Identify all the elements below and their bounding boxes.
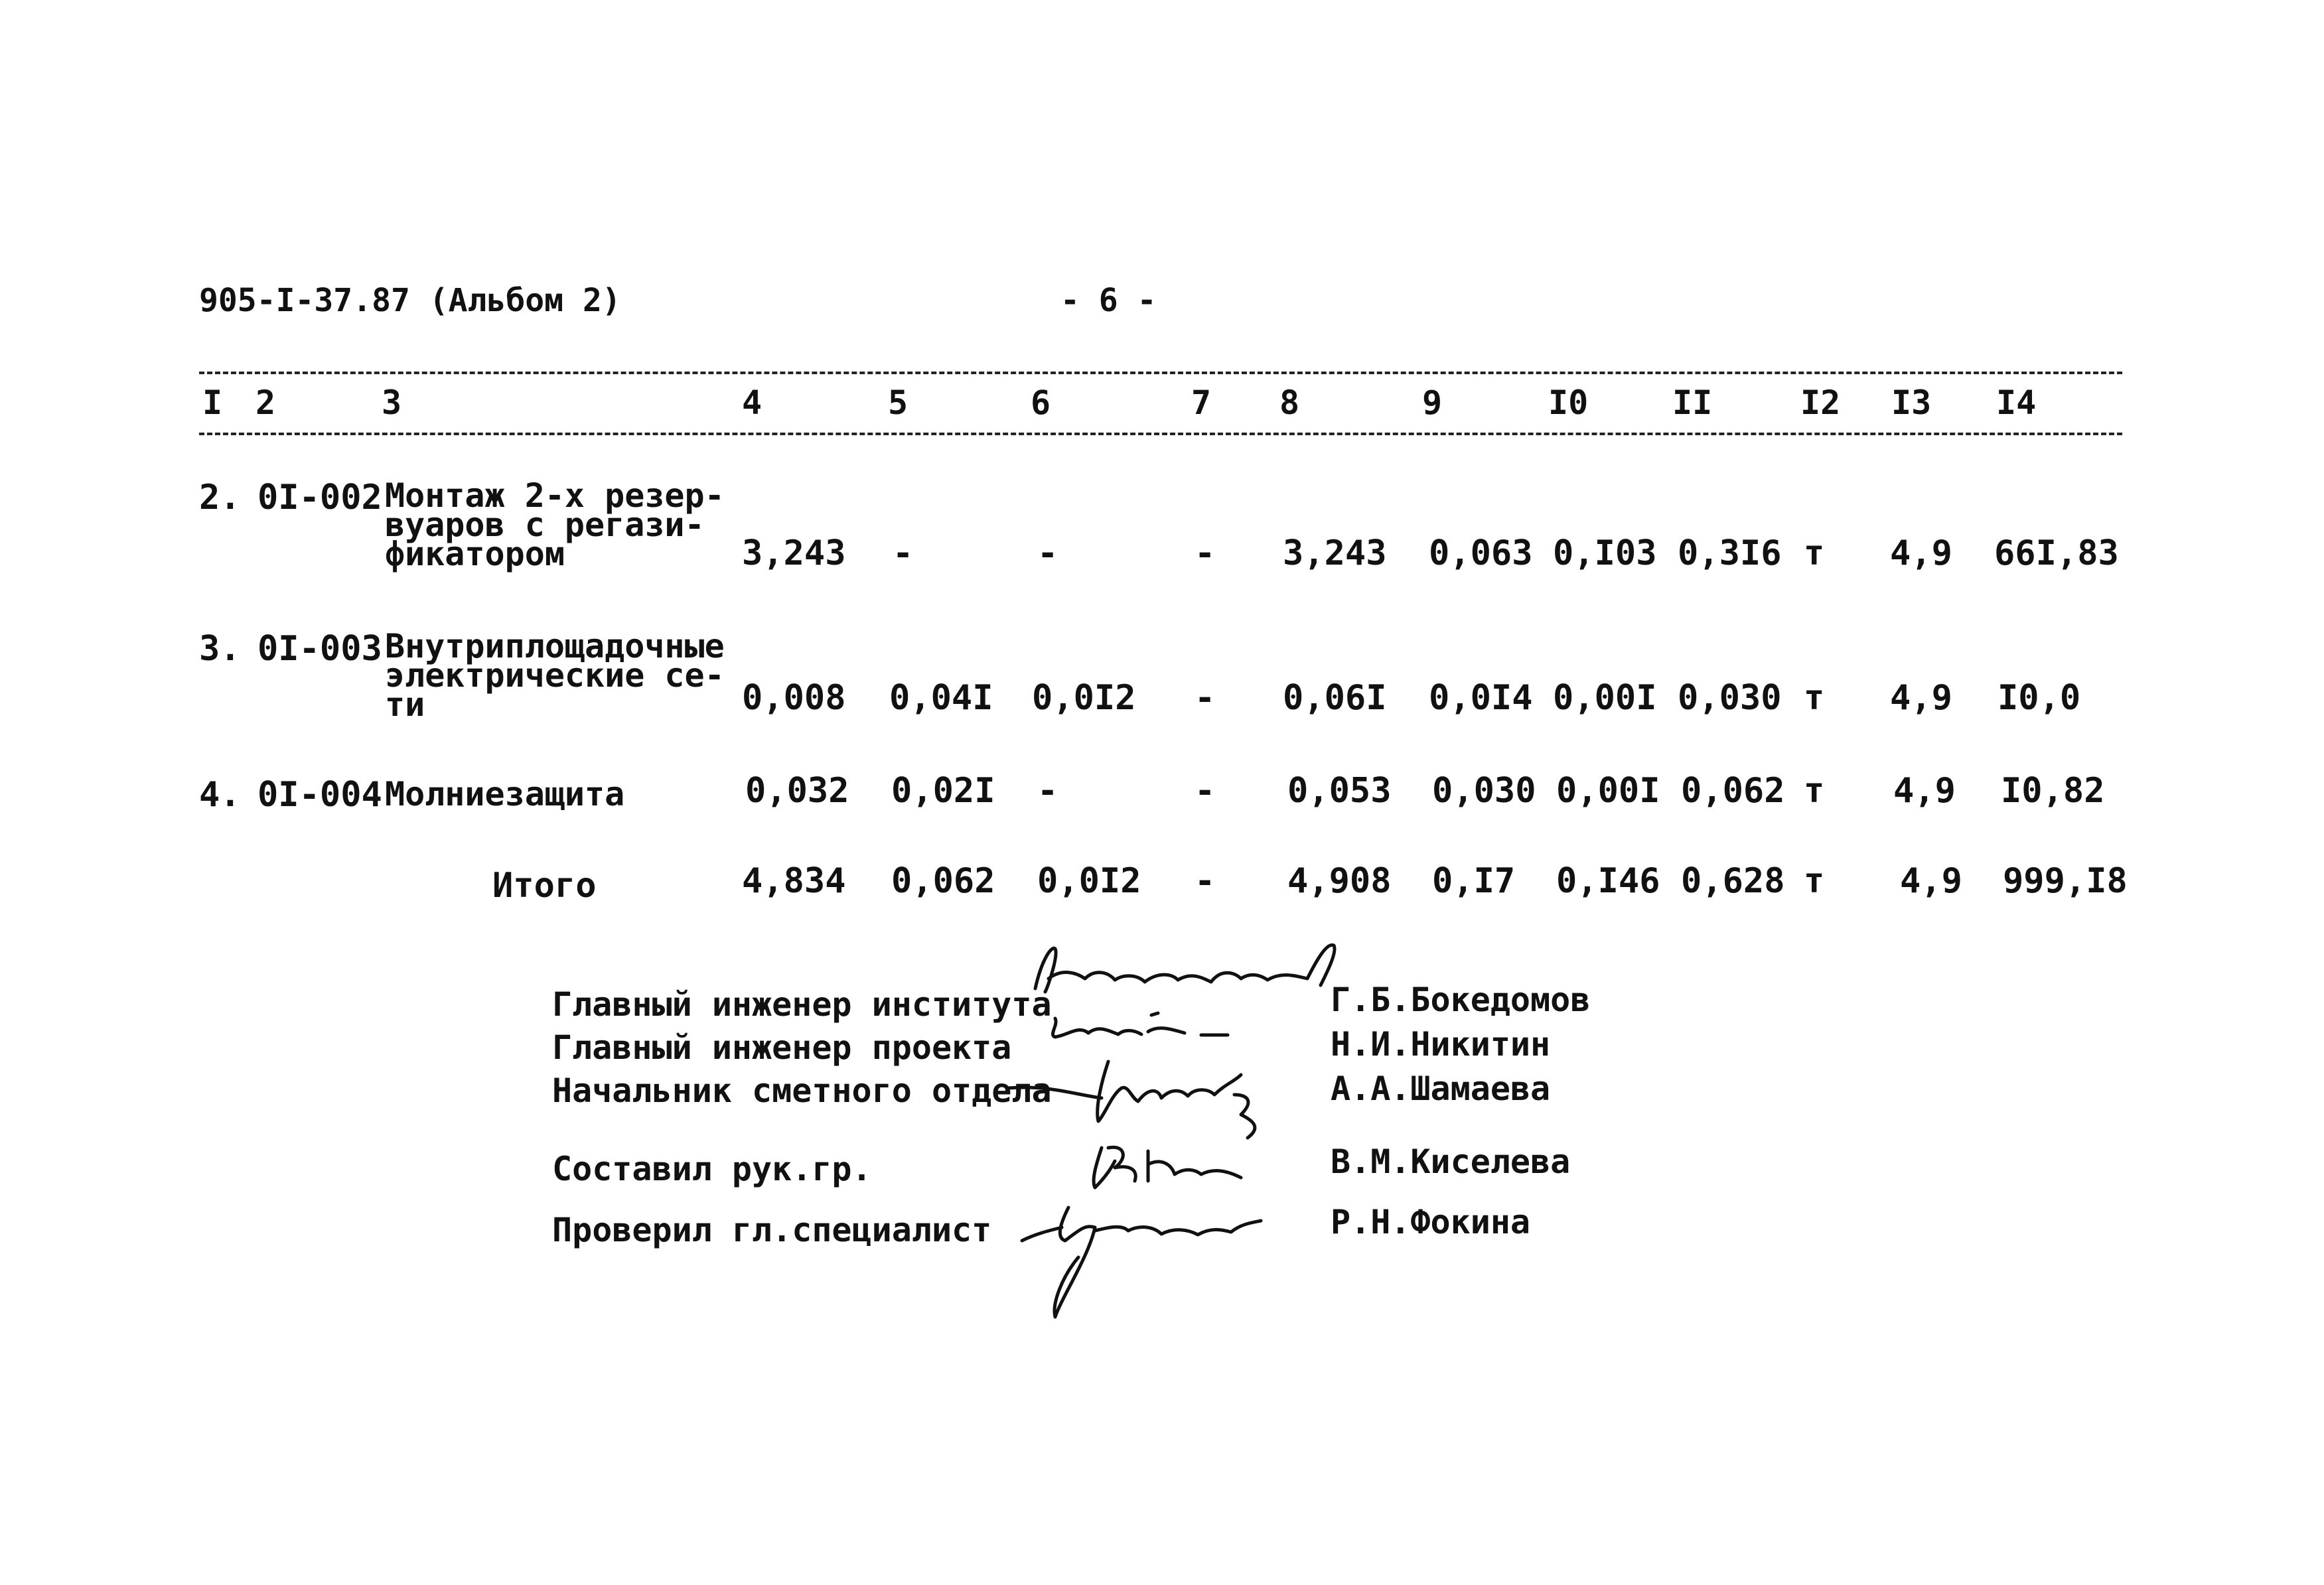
- cell-value: 0,628: [1681, 861, 1785, 901]
- cell-value: 0,3I6: [1678, 533, 1782, 573]
- handwritten-signature: [1022, 932, 1354, 1005]
- cell-value: 0,030: [1432, 771, 1536, 811]
- cell-value: т: [1804, 678, 1825, 718]
- page-number: - 6 -: [1060, 282, 1157, 319]
- cell-value: 4,9: [1900, 861, 1962, 901]
- signatory-name: Н.И.Никитин: [1331, 1025, 1551, 1064]
- signatory-name: Г.Б.Бокедомов: [1331, 981, 1591, 1019]
- cell-value: 0,0I2: [1037, 861, 1141, 901]
- cell-value: -: [1195, 678, 1216, 718]
- cell-value: 0,063: [1429, 533, 1533, 573]
- column-number: 6: [1031, 383, 1051, 422]
- cell-value: 4,9: [1890, 533, 1952, 573]
- row-name-line: ти: [385, 685, 425, 724]
- column-number: 3: [382, 383, 402, 422]
- signatory-role: Составил рук.гр.: [552, 1150, 872, 1188]
- cell-value: -: [893, 533, 914, 573]
- row-code: 0I-004: [257, 775, 382, 815]
- column-number: I0: [1548, 383, 1589, 422]
- cell-value: 0,008: [742, 678, 846, 718]
- row-number: 2.: [199, 478, 241, 517]
- cell-value: 0,I7: [1432, 861, 1516, 901]
- row-name-line: электрические се-: [385, 656, 725, 695]
- signatory-name: В.М.Киселева: [1331, 1142, 1571, 1181]
- column-number: 4: [742, 383, 763, 422]
- cell-value: 0,02I: [891, 771, 995, 811]
- row-name-line: вуаров с регази-: [385, 506, 705, 544]
- cell-value: 4,908: [1287, 861, 1392, 901]
- document-code: 905-I-37.87 (Альбом 2): [199, 282, 621, 319]
- cell-value: 0,06I: [1283, 678, 1387, 718]
- row-code: 0I-003: [257, 629, 382, 669]
- row-name-line: фикатором: [385, 535, 565, 573]
- signatory-name: А.А.Шамаева: [1331, 1069, 1551, 1108]
- cell-value: т: [1804, 533, 1825, 573]
- column-number: 9: [1422, 383, 1443, 422]
- signatory-role: Главный инженер проекта: [552, 1028, 1012, 1067]
- cell-value: 0,030: [1678, 678, 1782, 718]
- handwritten-signature: [1075, 1128, 1274, 1201]
- row-name: [385, 627, 725, 724]
- column-number: I2: [1800, 383, 1841, 422]
- cell-value: 0,032: [745, 771, 849, 811]
- cell-value: 0,062: [1681, 771, 1785, 811]
- cell-value: -: [1037, 771, 1058, 811]
- cell-value: 0,I46: [1556, 861, 1660, 901]
- table-top-rule: [199, 372, 2122, 374]
- cell-value: -: [1037, 533, 1058, 573]
- cell-value: -: [1195, 771, 1216, 811]
- column-number: 8: [1279, 383, 1300, 422]
- column-number: 2: [255, 383, 276, 422]
- cell-value: 66I,83: [1994, 533, 2119, 573]
- signatory-name: Р.Н.Фокина: [1331, 1203, 1531, 1241]
- row-name-line: Внутриплощадочные: [385, 627, 725, 665]
- row-number: 4.: [199, 775, 241, 815]
- cell-value: 0,00I: [1556, 771, 1660, 811]
- row-name: [385, 476, 725, 573]
- cell-value: 999,I8: [2003, 861, 2128, 901]
- cell-value: т: [1804, 771, 1825, 811]
- row-name-line: Монтаж 2-х резер-: [385, 476, 725, 515]
- cell-value: -: [1195, 861, 1216, 901]
- cell-value: 0,0I4: [1429, 678, 1533, 718]
- cell-value: 4,9: [1893, 771, 1956, 811]
- row-code: 0I-002: [257, 478, 382, 517]
- cell-value: 0,I03: [1553, 533, 1657, 573]
- signatory-role: Проверил гл.специалист: [552, 1211, 992, 1249]
- row-name-line: Молниезащита: [385, 775, 625, 813]
- table-header-rule: [199, 433, 2122, 435]
- cell-value: 0,00I: [1553, 678, 1657, 718]
- cell-value: 3,243: [1283, 533, 1387, 573]
- total-label: Итого: [492, 866, 597, 906]
- cell-value: т: [1804, 861, 1825, 901]
- row-name: [385, 775, 625, 813]
- column-number: II: [1672, 383, 1713, 422]
- column-number: I3: [1891, 383, 1932, 422]
- handwritten-signature: [1015, 1191, 1294, 1324]
- handwritten-signature: [1042, 1005, 1261, 1052]
- cell-value: 3,243: [742, 533, 846, 573]
- column-number: 7: [1191, 383, 1212, 422]
- cell-value: I0,82: [2001, 771, 2105, 811]
- row-number: 3.: [199, 629, 241, 669]
- signatory-role: Начальник сметного отдела: [552, 1071, 1052, 1110]
- column-number: I4: [1996, 383, 2037, 422]
- cell-value: 0,04I: [889, 678, 993, 718]
- cell-value: -: [1195, 533, 1216, 573]
- cell-value: I0,0: [1997, 678, 2081, 718]
- cell-value: 4,9: [1890, 678, 1952, 718]
- signatory-role: Главный инженер института: [552, 985, 1052, 1024]
- cell-value: 0,062: [891, 861, 995, 901]
- column-number: I: [202, 383, 223, 422]
- cell-value: 4,834: [742, 861, 846, 901]
- cell-value: 0,053: [1287, 771, 1392, 811]
- column-number: 5: [888, 383, 908, 422]
- cell-value: 0,0I2: [1032, 678, 1136, 718]
